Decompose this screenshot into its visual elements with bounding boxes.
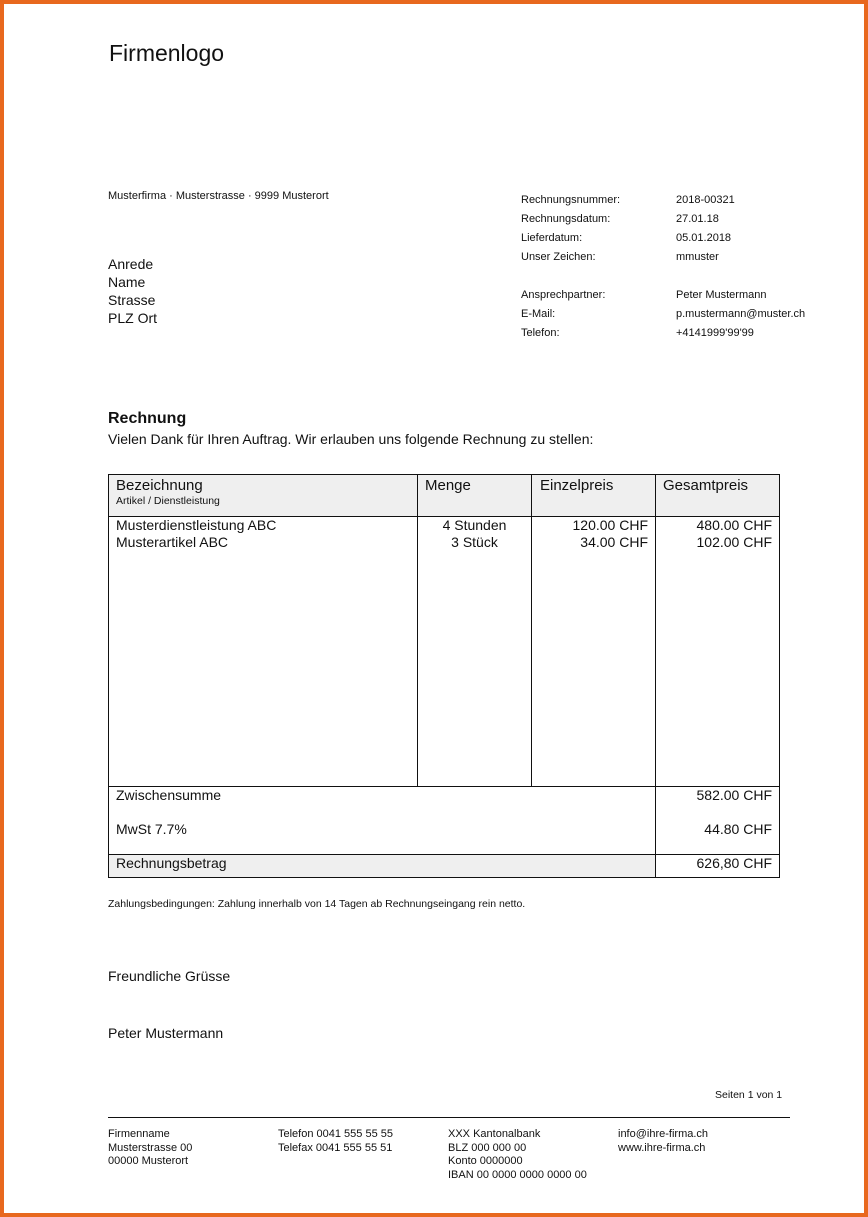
footer-line: XXX Kantonalbank bbox=[448, 1128, 541, 1140]
payment-terms: Zahlungsbedingungen: Zahlung innerhalb von 14 Tagen ab Rechnungseingang rein netto. bbox=[108, 898, 526, 910]
footer-divider bbox=[108, 1117, 790, 1118]
meta-value: +4141999'99'99 bbox=[676, 327, 754, 339]
header-bezeichnung-sub: Artikel / Dienstleistung bbox=[116, 495, 220, 507]
total-value: 626,80 CHF bbox=[696, 855, 772, 871]
meta-value: 05.01.2018 bbox=[676, 232, 732, 244]
company-logo-placeholder: Firmenlogo bbox=[109, 40, 225, 66]
meta-label: Rechnungsnummer: bbox=[521, 194, 621, 206]
header-menge: Menge bbox=[425, 477, 471, 494]
meta-label: Ansprechpartner: bbox=[521, 289, 606, 301]
meta-value: 27.01.18 bbox=[676, 213, 719, 225]
subtotal-label: Zwischensumme bbox=[116, 787, 222, 803]
item-bezeichnung: Musterartikel ABC bbox=[116, 534, 229, 550]
meta-value: Peter Mustermann bbox=[676, 289, 767, 301]
meta-value: mmuster bbox=[676, 251, 719, 263]
footer-line: IBAN 00 0000 0000 0000 00 bbox=[448, 1168, 587, 1181]
recipient-address bbox=[108, 255, 157, 327]
meta-label: Rechnungsdatum: bbox=[521, 213, 611, 225]
vat-label: MwSt 7.7% bbox=[116, 821, 187, 837]
footer-website: www.ihre-firma.ch bbox=[618, 1141, 706, 1154]
total-label: Rechnungsbetrag bbox=[116, 855, 227, 871]
footer-web bbox=[618, 1128, 708, 1155]
meta-value: 2018-00321 bbox=[676, 194, 735, 206]
header-einzelpreis: Einzelpreis bbox=[540, 477, 614, 494]
item-menge: 4 Stunden bbox=[442, 517, 507, 533]
footer-bank bbox=[448, 1128, 587, 1182]
footer-line: Musterstrasse 00 bbox=[108, 1141, 193, 1154]
header-gesamtpreis: Gesamtpreis bbox=[663, 477, 749, 494]
item-menge: 3 Stück bbox=[451, 534, 498, 550]
footer-line: 00000 Musterort bbox=[108, 1155, 189, 1167]
recipient-name: Name bbox=[108, 274, 146, 290]
recipient-salutation: Anrede bbox=[108, 256, 154, 272]
meta-value: p.mustermann@muster.ch bbox=[676, 308, 806, 320]
footer-line: Konto 0000000 bbox=[448, 1155, 523, 1167]
item-einzelpreis: 120.00 CHF bbox=[572, 517, 648, 533]
closing-greeting: Freundliche Grüsse bbox=[108, 968, 231, 984]
meta-label: Unser Zeichen: bbox=[521, 251, 596, 263]
footer-line: Telefax 0041 555 55 51 bbox=[278, 1141, 393, 1154]
item-gesamtpreis: 480.00 CHF bbox=[696, 517, 772, 533]
meta-label: E-Mail: bbox=[521, 308, 556, 320]
footer-line: Firmenname bbox=[108, 1128, 170, 1140]
item-einzelpreis: 34.00 CHF bbox=[580, 534, 648, 550]
footer-line: Telefon 0041 555 55 55 bbox=[278, 1128, 393, 1140]
invoice-intro: Vielen Dank für Ihren Auftrag. Wir erlauben uns folgende Rechnung zu stellen: bbox=[108, 431, 594, 447]
item-bezeichnung: Musterdienstleistung ABC bbox=[116, 517, 277, 533]
footer-phone bbox=[278, 1128, 393, 1155]
footer-email: info@ihre-firma.ch bbox=[618, 1128, 709, 1140]
meta-label: Telefon: bbox=[521, 327, 560, 339]
recipient-street: Strasse bbox=[108, 292, 156, 308]
footer-company bbox=[108, 1128, 192, 1169]
sender-line: Musterfirma · Musterstrasse · 9999 Musterort bbox=[108, 190, 329, 202]
vat-value: 44.80 CHF bbox=[704, 821, 772, 837]
page-indicator: Seiten 1 von 1 bbox=[715, 1089, 783, 1101]
header-bezeichnung: Bezeichnung bbox=[116, 477, 203, 494]
recipient-city: PLZ Ort bbox=[108, 310, 158, 326]
subtotal-value: 582.00 CHF bbox=[696, 787, 772, 803]
closing-signature: Peter Mustermann bbox=[108, 1025, 224, 1041]
item-gesamtpreis: 102.00 CHF bbox=[696, 534, 772, 550]
invoice-title: Rechnung bbox=[108, 410, 187, 427]
footer-line: BLZ 000 000 00 bbox=[448, 1141, 527, 1154]
line-items-table bbox=[108, 474, 780, 878]
meta-label: Lieferdatum: bbox=[521, 232, 583, 244]
